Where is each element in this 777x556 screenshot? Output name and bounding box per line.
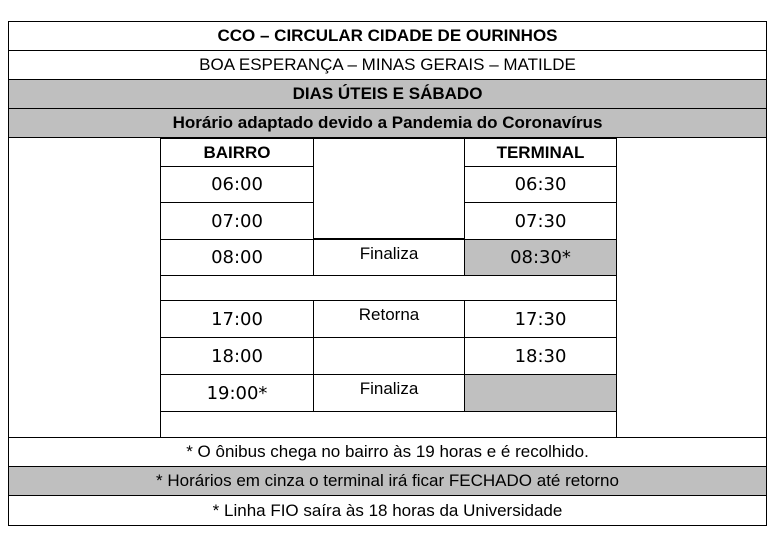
footer-note-3-text: * Linha FIO saíra às 18 horas da Universidade — [212, 500, 563, 520]
bairro-time: 17:00 — [160, 300, 314, 338]
terminal-time-closed: 08:30* — [464, 239, 617, 276]
days-label — [9, 80, 766, 109]
pandemic-note-text: Horário adaptado devido a Pandemia do Coronavírus — [172, 113, 603, 132]
footer-note-1-text: * O ônibus chega no bairro às 19 horas e é recolhido. — [186, 442, 589, 461]
schedule-title — [9, 22, 766, 51]
spacer-row — [160, 275, 617, 301]
terminal-time: 17:30 — [464, 300, 617, 338]
status-cell: Finaliza — [313, 239, 465, 276]
bairro-time: 19:00* — [160, 374, 314, 412]
terminal-time-closed — [464, 374, 617, 412]
bairro-time: 18:00 — [160, 337, 314, 375]
terminal-time: 06:30 — [464, 166, 617, 203]
status-cell-empty — [313, 337, 465, 375]
status-cell-empty — [313, 138, 465, 239]
footer-note-2 — [9, 467, 766, 496]
footer-note-3 — [9, 496, 766, 525]
terminal-header: TERMINAL — [464, 138, 617, 167]
grid-line — [160, 411, 161, 437]
schedule-title-text: CCO – CIRCULAR CIDADE DE OURINHOS — [217, 26, 558, 45]
status-cell: Finaliza — [313, 374, 465, 412]
route-name-text: BOA ESPERANÇA – MINAS GERAIS – MATILDE — [199, 55, 576, 74]
footer-note-2-text: * Horários em cinza o terminal irá ficar FECHADO até retorno — [156, 471, 619, 490]
bairro-header: BAIRRO — [160, 138, 314, 167]
schedule-sheet — [8, 21, 767, 526]
days-label-text: DIAS ÚTEIS E SÁBADO — [292, 84, 483, 103]
terminal-time: 18:30 — [464, 337, 617, 375]
status-cell: Retorna — [313, 300, 465, 338]
bairro-time: 06:00 — [160, 166, 314, 203]
bairro-time: 08:00 — [160, 239, 314, 276]
bairro-time: 07:00 — [160, 202, 314, 240]
route-name — [9, 51, 766, 80]
pandemic-note — [9, 109, 766, 138]
timetable — [9, 138, 766, 438]
grid-line — [616, 411, 617, 437]
footer-note-1 — [9, 438, 766, 467]
terminal-time: 07:30 — [464, 202, 617, 240]
